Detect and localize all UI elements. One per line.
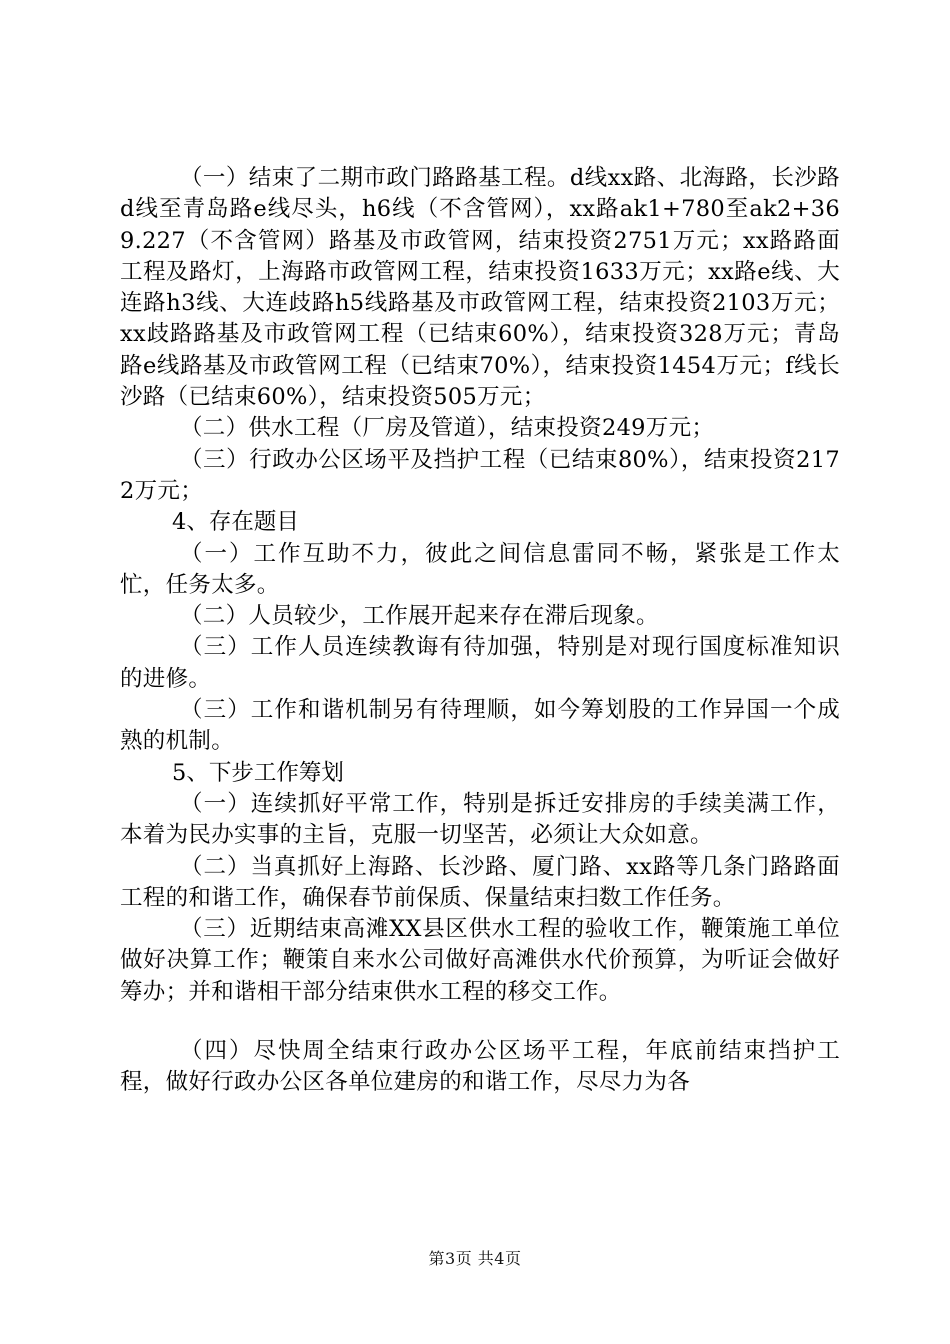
page-number-footer: 第3页 共4页 [428, 1249, 522, 1268]
section-heading-problems: 4、存在题目 [172, 509, 299, 536]
paragraph-gap [120, 1008, 840, 1036]
paragraph-problem-1: （一）工作互助不力，彼此之间信息雷同不畅，紧张是工作太忙，任务太多。 [120, 540, 840, 598]
document-body [120, 163, 840, 1099]
paragraph-water-supply: （二）供水工程（厂房及管道），结束投资249万元； [180, 415, 715, 442]
paragraph-completed-road-works: （一）结束了二期市政门路路基工程。d线xx路、北海路，长沙路d线至青岛路e线尽头，h6线（不含管网），xx路ak1+780至ak2+369.227（不含管网）路基及市政管网，结束投资2751万元；xx路路面工程及路灯，上海路市政管网工程，结束投资1633万元；xx路e线、大连路h3线、大连歧路h5线路基及市政管网工程，结束投资2103万元；xx歧路路基及市政管网工程（已结束60%），结束投资328万元；青岛路e线路基及市政管网工程（已结束70%），结束投资1454万元；f线长沙路（已结束60%），结束投资505万元； [120, 165, 840, 411]
paragraph-problem-2: （二）人员较少，工作展开起来存在滞后现象。 [180, 603, 659, 630]
paragraph-office-area: （三）行政办公区场平及挡护工程（已结束80%），结束投资2172万元； [120, 446, 840, 504]
paragraph-plan-1: （一）连续抓好平常工作，特别是拆迁安排房的手续美满工作，本着为民办实事的主旨，克服一切坚苦，必须让大众如意。 [120, 790, 840, 849]
paragraph-plan-3: （三）近期结束高滩XX县区供水工程的验收工作，鞭策施工单位做好决算工作；鞭策自来水公司做好高滩供水代价预算，为听证会做好筹办；并和谐相干部分结束供水工程的移交工作。 [120, 916, 840, 1005]
paragraph-plan-2: （二）当真抓好上海路、长沙路、厦门路、xx路等几条门路路面工程的和谐工作，确保春节前保质、保量结束扫数工作任务。 [120, 853, 840, 911]
paragraph-problem-4: （三）工作和谐机制另有待理顺，如今筹划股的工作异国一个成熟的机制。 [120, 697, 840, 755]
paragraph-plan-4: （四）尽快周全结束行政办公区场平工程，年底前结束挡护工程，做好行政办公区各单位建房的和谐工作，尽尽力为各 [120, 1038, 840, 1096]
section-heading-next-plan: 5、下步工作筹划 [172, 759, 344, 786]
paragraph-problem-3: （三）工作人员连续教诲有待加强，特别是对现行国度标准知识的进修。 [120, 634, 840, 692]
